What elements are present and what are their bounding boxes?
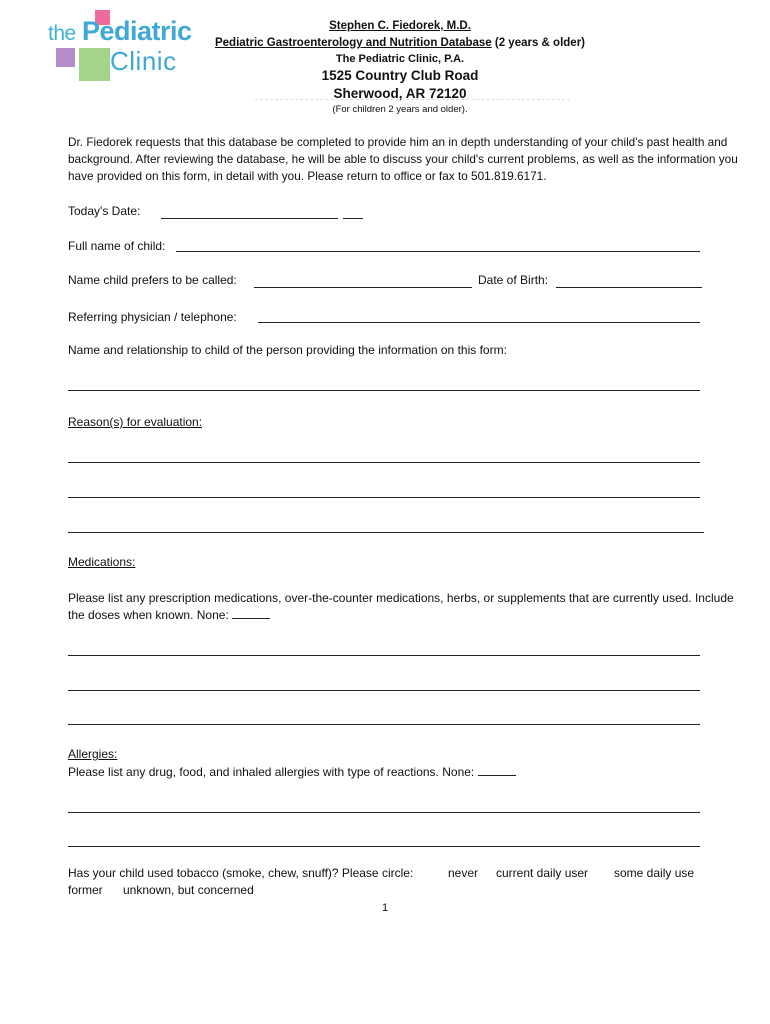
medications-none-field[interactable] bbox=[232, 607, 270, 619]
medications-line-1[interactable] bbox=[68, 655, 700, 656]
intro-paragraph: Dr. Fiedorek requests that this database be completed to provide him an in depth understanding of your child's past health and background. After reviewing the database, he will be able to discuss your child's current problems, as well as the information you have provided on this form, in detail with you. Please return to office or fax to 501.819.6171. bbox=[68, 135, 738, 183]
database-title-main: Pediatric Gastroenterology and Nutrition Database bbox=[214, 37, 492, 49]
dob-label: Date of Birth: bbox=[478, 273, 549, 287]
age-note: (For children 2 years and older). bbox=[332, 104, 468, 115]
todays-date-field[interactable] bbox=[161, 218, 338, 219]
logo-pediatric-text: Pediatric bbox=[82, 16, 192, 46]
database-title-suffix: (2 years & older) bbox=[491, 37, 586, 49]
allergies-instructions-text: Please list any drug, food, and inhaled allergies with type of reactions. bbox=[68, 765, 439, 779]
header-divider bbox=[255, 99, 570, 100]
referring-field[interactable] bbox=[258, 322, 700, 323]
tobacco-option-never[interactable]: never bbox=[448, 866, 479, 880]
tobacco-option-former[interactable]: former bbox=[68, 883, 103, 897]
page-number: 1 bbox=[381, 902, 389, 914]
clinic-name: The Pediatric Clinic, P.A. bbox=[335, 53, 465, 65]
full-name-label: Full name of child: bbox=[68, 239, 166, 253]
tobacco-option-current-daily[interactable]: current daily user bbox=[496, 866, 589, 880]
medications-heading: Medications: bbox=[68, 555, 136, 569]
dob-field[interactable] bbox=[556, 287, 702, 288]
clinic-city: Sherwood, AR 72120 bbox=[333, 86, 467, 101]
doctor-name: Stephen C. Fiedorek, M.D. bbox=[329, 20, 471, 32]
allergies-instructions bbox=[68, 764, 738, 781]
medications-none-label: None: bbox=[196, 608, 229, 622]
tobacco-question: Has your child used tobacco (smoke, chew, snuff)? Please circle: bbox=[68, 866, 414, 880]
referring-label: Referring physician / telephone: bbox=[68, 310, 237, 324]
medications-instructions-text: Please list any prescription medications, over-the-counter medications, herbs, or supplements that are currently used. Include the doses when known. bbox=[68, 591, 734, 622]
allergies-line-2[interactable] bbox=[68, 846, 700, 847]
preferred-name-field[interactable] bbox=[254, 287, 472, 288]
allergies-none-field[interactable] bbox=[478, 764, 516, 776]
full-name-field[interactable] bbox=[176, 251, 700, 252]
medications-line-3[interactable] bbox=[68, 724, 700, 725]
logo-purple-square bbox=[56, 48, 75, 67]
preferred-name-label: Name child prefers to be called: bbox=[68, 273, 237, 287]
informant-field[interactable] bbox=[68, 390, 700, 391]
reasons-line-2[interactable] bbox=[68, 497, 700, 498]
reasons-line-1[interactable] bbox=[68, 462, 700, 463]
reasons-line-3[interactable] bbox=[68, 532, 704, 533]
tobacco-option-unknown[interactable]: unknown, but concerned bbox=[123, 883, 254, 897]
reasons-heading: Reason(s) for evaluation: bbox=[68, 415, 203, 429]
todays-date-field-extra[interactable] bbox=[343, 218, 363, 219]
todays-date-label: Today's Date: bbox=[68, 204, 141, 218]
logo-clinic-text: Clinic bbox=[110, 46, 177, 76]
logo-the-text: the bbox=[48, 22, 76, 45]
informant-label: Name and relationship to child of the person providing the information on this form: bbox=[68, 343, 507, 357]
logo-green-square bbox=[79, 48, 110, 81]
allergies-line-1[interactable] bbox=[68, 812, 700, 813]
allergies-heading: Allergies: bbox=[68, 747, 118, 761]
tobacco-option-some-daily[interactable]: some daily use bbox=[614, 866, 695, 880]
clinic-logo bbox=[46, 8, 206, 88]
database-title bbox=[200, 37, 600, 49]
allergies-none-label: None: bbox=[442, 765, 475, 779]
medications-instructions bbox=[68, 590, 738, 624]
clinic-address: 1525 Country Club Road bbox=[321, 68, 479, 83]
medications-line-2[interactable] bbox=[68, 690, 700, 691]
